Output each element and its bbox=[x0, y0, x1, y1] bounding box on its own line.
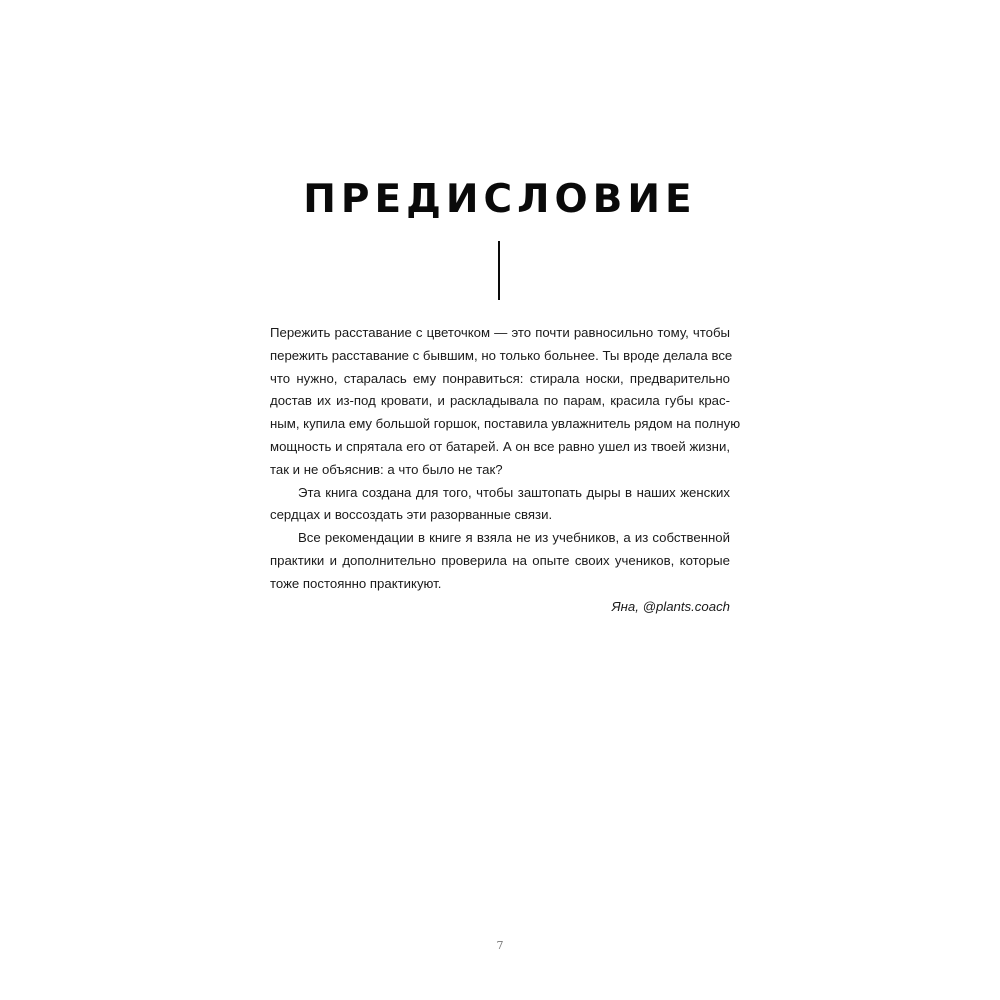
text-line: сердцах и воссоздать эти разорванные связи. bbox=[270, 507, 553, 523]
paragraph-3 bbox=[270, 527, 730, 595]
text-line: достав их из-под кровати, и раскладывала по парам, красила губы крас- bbox=[270, 393, 730, 409]
text-line: Все рекомендации в книге я взяла не из учебников, а из собственной bbox=[298, 530, 730, 546]
paragraph-1 bbox=[270, 322, 741, 482]
text-line: практики и дополнительно проверила на опыте своих учеников, которые bbox=[270, 552, 730, 568]
text-line: ным, купила ему большой горшок, поставила увлажнитель рядом на полную bbox=[270, 416, 741, 432]
text-line: мощность и спрятала его от батарей. А он все равно ушел из твоей жизни, bbox=[270, 438, 730, 454]
paragraph-2 bbox=[270, 482, 730, 528]
text-line: Пережить расставание с цветочком — это почти равносильно тому, чтобы bbox=[270, 325, 730, 340]
preface-body bbox=[270, 322, 741, 618]
text-line: что нужно, старалась ему понравиться: стирала носки, предварительно bbox=[270, 370, 730, 386]
page-title: ПРЕДИСЛОВИЕ bbox=[303, 177, 697, 222]
text-line: тоже постоянно практикуют. bbox=[270, 575, 442, 591]
text-line: Эта книга создана для того, чтобы заштопать дыры в наших женских bbox=[298, 484, 730, 500]
page-number: 7 bbox=[496, 939, 504, 952]
text-line: пережить расставание с бывшим, но только больнее. Ты вроде делала все bbox=[270, 347, 733, 363]
text-line: так и не объяснив: а что было не так? bbox=[270, 461, 503, 477]
author-signature: Яна, @plants.coach bbox=[611, 598, 730, 614]
title-divider-line bbox=[498, 241, 500, 300]
